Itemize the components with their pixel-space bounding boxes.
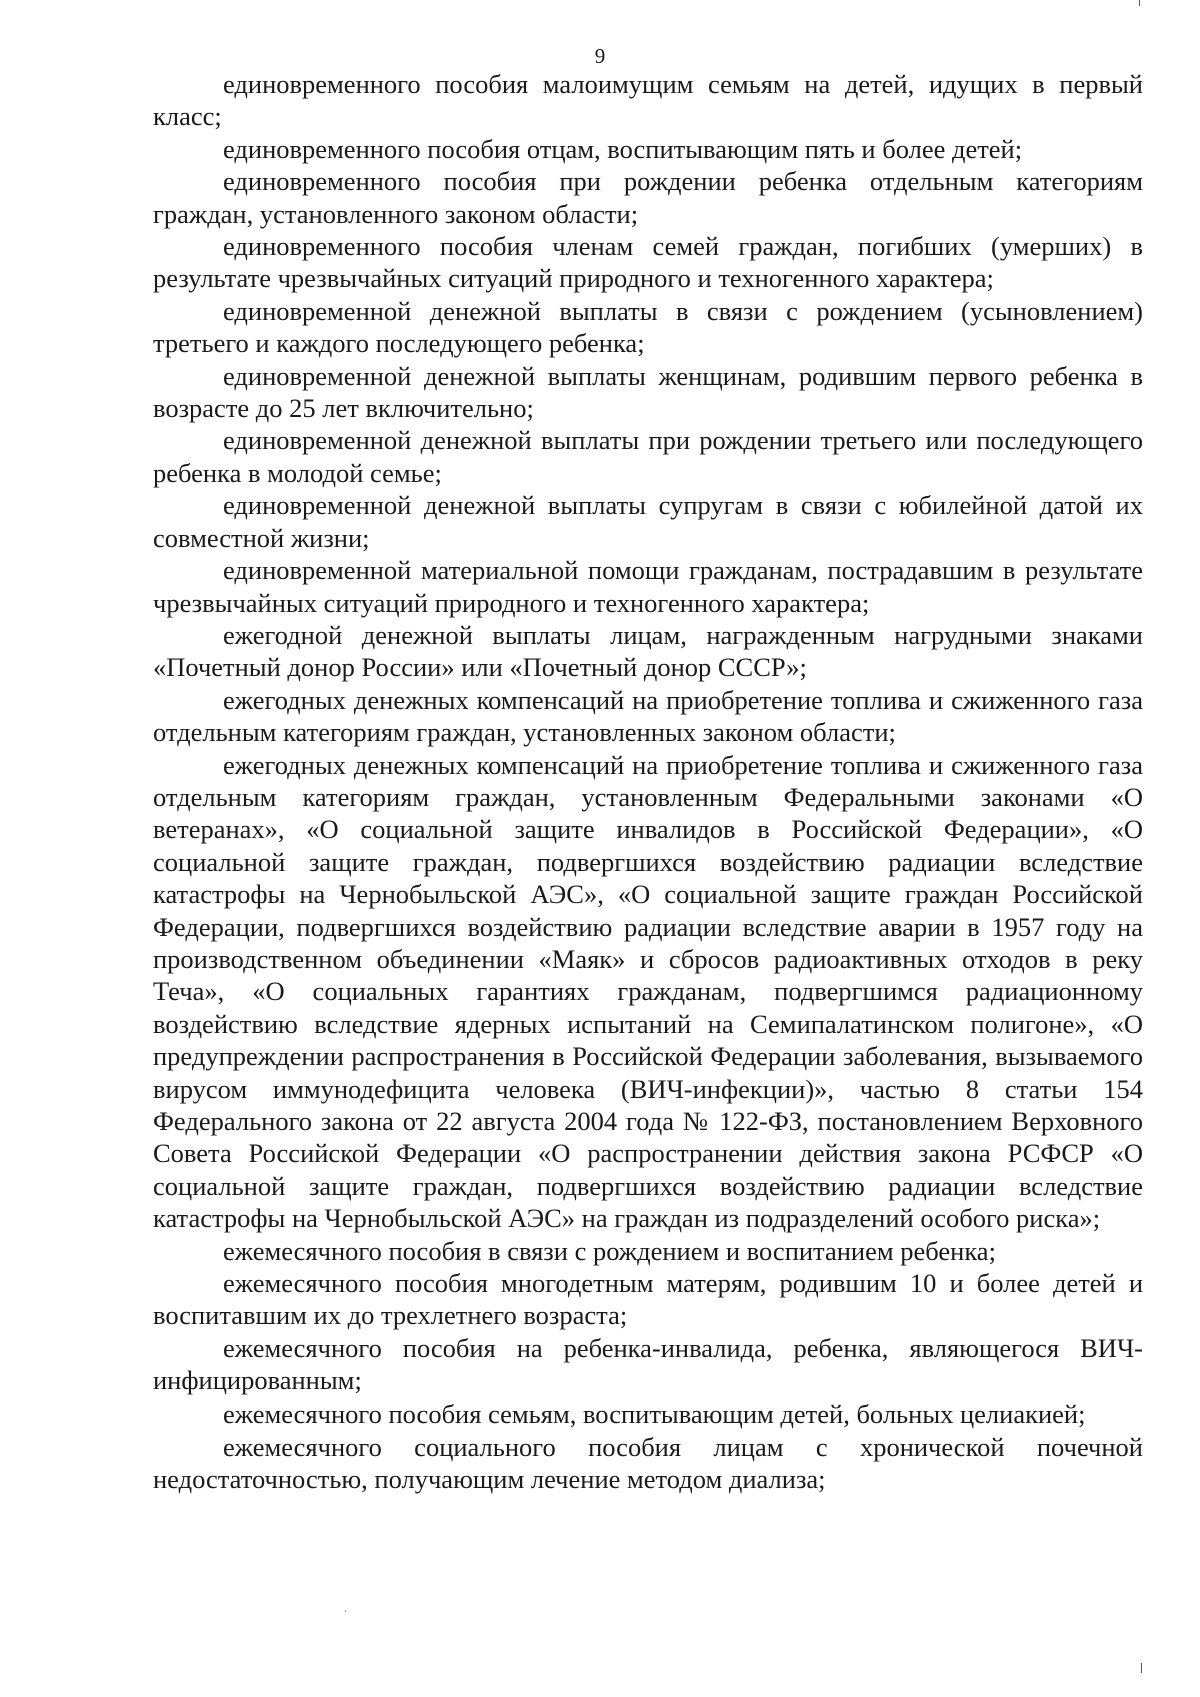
paragraph-lump-sum-first-grade: единовременного пособия малоимущим семьям на детей, идущих в первый класс; (153, 69, 1143, 132)
scan-speck (345, 1610, 346, 1612)
paragraph-lump-sum-birth-categories: единовременного пособия при рождении ребенка отдельным категориям граждан, установленного законом области; (153, 166, 1143, 229)
paragraph-lump-sum-emergency-families: единовременного пособия членам семей граждан, погибших (умерших) в результате чрезвычайных ситуаций природного и техногенного характера; (153, 231, 1143, 294)
paragraph-monthly-birth-upbringing: ежемесячного пособия в связи с рождением и воспитанием ребенка; (223, 1235, 996, 1266)
paragraph-annual-donor-payment: ежегодной денежной выплаты лицам, награжденным нагрудными знаками «Почетный донор России» или «Почетный донор СССР»; (153, 619, 1143, 683)
paragraph-material-aid-emergency: единовременной материальной помощи гражданам, пострадавшим в результате чрезвычайных ситуаций природного и техногенного характера; (153, 555, 1143, 618)
page-number: 9 (594, 44, 606, 68)
paragraph-payment-young-mothers: единовременной денежной выплаты женщинам, родившим первого ребенка в возрасте до 25 лет включительно; (153, 360, 1143, 424)
paragraph-monthly-large-family-mothers: ежемесячного пособия многодетным матерям, родившим 10 и более детей и воспитавшим их до трехлетнего возраста; (153, 1268, 1143, 1331)
paragraph-monthly-disabled-child: ежемесячного пособия на ребенка-инвалида, ребенка, являющегося ВИЧ-инфицированным; (153, 1332, 1143, 1396)
paragraph-monthly-celiac-families: ежемесячного пособия семьям, воспитывающим детей, больных целиакией; (223, 1398, 1086, 1429)
paragraph-lump-sum-fathers: единовременного пособия отцам, воспитывающим пять и более детей; (223, 133, 1023, 164)
paragraph-monthly-dialysis: ежемесячного социального пособия лицам с хронической почечной недостаточностью, получающим лечение методом диализа; (153, 1432, 1143, 1495)
document-body (153, 68, 1143, 1496)
paragraph-payment-spouses-anniversary: единовременной денежной выплаты супругам в связи с юбилейной датой их совместной жизни; (153, 490, 1143, 553)
scan-edge-mark (1139, 0, 1140, 6)
paragraph-payment-third-child: единовременной денежной выплаты в связи с рождением (усыновлением) третьего и каждого последующего ребенка; (153, 295, 1143, 359)
scan-edge-mark (1141, 1663, 1142, 1673)
paragraph-fuel-compensation-federal: ежегодных денежных компенсаций на приобретение топлива и сжиженного газа отдельным категориям граждан, установленным Федеральными законами «О ветеранах», «О социальной защите инвалидов в Российской Федерации», «О социальной защите граждан, подвергшихся воздействию радиации вследствие катастрофы на Чернобыльской АЭС», «О социальной защите граждан Российской Федерации, подвергшихся воздействию радиации вследствие аварии в 1957 году на производственном объединении «Маяк» и сбросов радиоактивных отходов в реку Теча», «О социальных гарантиях гражданам, подвергшимся радиационному воздействию вследствие ядерных испытаний на Семипалатинском полигоне», «О предупреждении распространения в Российской Федерации заболевания, вызываемого вирусом иммунодефицита человека (ВИЧ-инфекции)», частью 8 статьи 154 Федерального закона от 22 августа 2004 года № 122-ФЗ, постановлением Верховного Совета Российской Федерации «О распространении действия закона РСФСР «О социальной защите граждан, подвергшихся воздействию радиации вследствие катастрофы на Чернобыльской АЭС» на граждан из подразделений особого риска»; (153, 749, 1143, 1234)
paragraph-fuel-compensation-regional: ежегодных денежных компенсаций на приобретение топлива и сжиженного газа отдельным категориям граждан, установленных законом области; (153, 684, 1143, 748)
paragraph-payment-young-family: единовременной денежной выплаты при рождении третьего или последующего ребенка в молодой семье; (153, 425, 1143, 488)
